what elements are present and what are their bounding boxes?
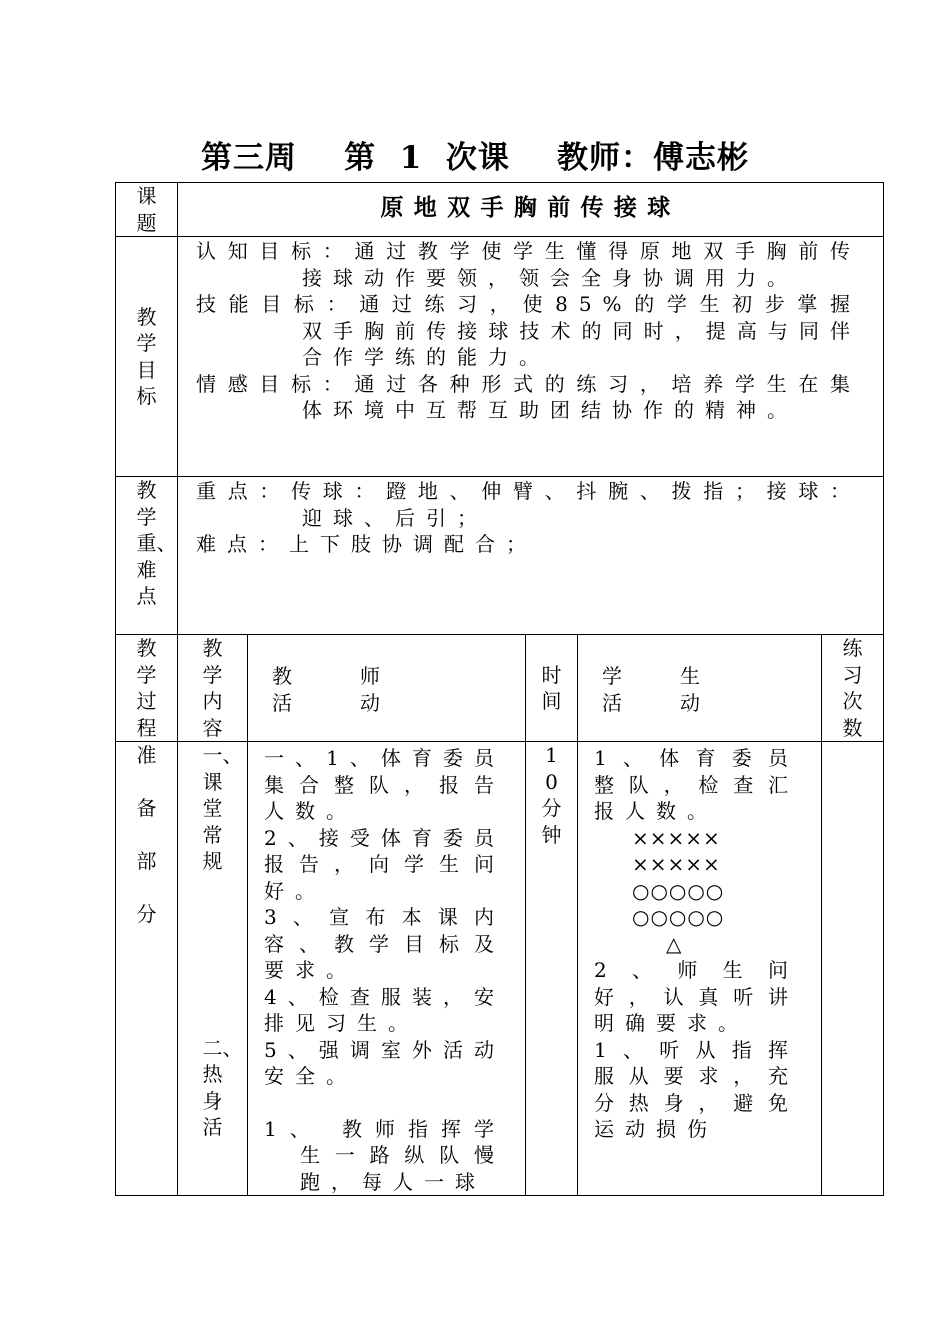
- topic-label: 课题: [136, 184, 157, 235]
- process-label: 教学过程: [136, 636, 157, 740]
- teacher-position-icon: △: [666, 931, 682, 956]
- keypoints-label: 教学重、难点: [136, 478, 177, 608]
- teacher-item: 1、 教师指挥学生一路纵队慢跑，每人一球: [264, 1116, 505, 1194]
- student-item: 1、听从指挥服从要求，充分热身，避免运动损伤: [594, 1037, 799, 1141]
- header-teacher: 教师活动: [272, 664, 448, 715]
- header-student: 学生活动: [602, 664, 758, 715]
- teacher-item: 2、接受体育委员报告，向学生问好。: [264, 825, 505, 903]
- goal-cognitive: 认知目标：通过教学使学生懂得原地双手胸前传接球动作要领，领会全身协调用力。: [196, 239, 862, 290]
- teacher-item: 3、宣布本课内容、教学目标及要求。: [264, 905, 505, 982]
- content-warmup: 二、热身活: [202, 1035, 243, 1139]
- process-header-row: [116, 635, 884, 742]
- topic-row: [116, 183, 884, 237]
- goal-skill: 技能目标：通过练习，使85%的学生初步掌握双手胸前传接球技术的同时，提高与同伴合作学练的能力。: [196, 292, 862, 369]
- page-title: 第三周 第 1 次课 教师：傅志彬: [200, 140, 750, 176]
- keypoints-row: [116, 477, 884, 635]
- teacher-item: 一、1、体育委员集合整队，报告人数。: [264, 746, 505, 823]
- formation-row: ×××××: [632, 825, 721, 850]
- difficult-point: 难点：上下肢协调配合；: [196, 532, 537, 556]
- header-time: 时间: [541, 662, 562, 713]
- goal-emotion: 情感目标：通过各种形式的练习，培养学生在集体环境中互帮互助团结协作的精神。: [196, 371, 862, 422]
- goals-label: 教学目标: [136, 304, 157, 408]
- goals-row: [116, 237, 884, 477]
- teacher-item: 5、强调室外活动安全。: [264, 1037, 505, 1088]
- content-routine: 一、课堂常规: [202, 743, 243, 873]
- student-item: 2、师生问好，认真听讲明确要求。: [594, 958, 799, 1035]
- prep-row: [116, 742, 884, 1196]
- section-label: 准备部分: [136, 743, 157, 926]
- formation-row: ○○○○○: [632, 878, 725, 903]
- lesson-plan-table: [115, 182, 884, 1196]
- formation-row: ○○○○○: [632, 905, 725, 929]
- topic-value: 原地双手胸前传接球: [380, 194, 681, 221]
- formation-row: ×××××: [632, 852, 721, 876]
- student-item: 1、体育委员整队，检查汇报人数。: [594, 746, 799, 823]
- key-point: 重点：传球：蹬地、伸臂、抖腕、拨指；接球：迎球、后引；: [196, 479, 862, 530]
- teacher-item: 4、检查服装，安排见习生。: [264, 984, 505, 1035]
- time-value: 10分钟: [541, 743, 562, 847]
- header-content: 教学内容: [202, 636, 223, 740]
- header-count: 练习次数: [842, 636, 863, 740]
